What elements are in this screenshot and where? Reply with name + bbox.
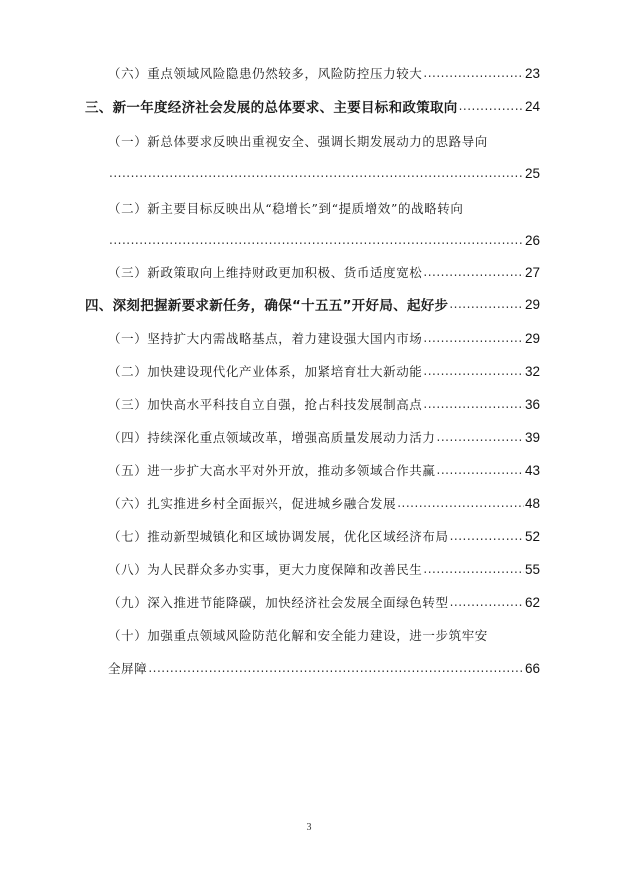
toc-entry-2-6[interactable] [0, 60, 618, 86]
toc-entry-4-8[interactable] [0, 556, 618, 582]
dot-leader [423, 396, 524, 412]
toc-section-label: 四、深刻把握新要求新任务，确保“十五五”开好局、起好步 [85, 298, 449, 314]
dot-leader [397, 495, 524, 511]
toc-entry-page: 29 [524, 330, 540, 346]
toc-entry-label: （五）进一步扩大高水平对外开放，推动多领域合作共赢 [108, 463, 436, 478]
toc-entry-4-6[interactable] [0, 490, 618, 516]
toc-entry-page: 23 [524, 65, 540, 81]
toc-entry-label: （四）持续深化重点领域改革，增强高质量发展动力活力 [108, 430, 436, 445]
toc-entry-label: （七）推动新型城镇化和区域协调发展，优化区域经济布局 [108, 529, 449, 544]
toc-entry-page: 25 [524, 165, 540, 181]
toc-entry-label: （一）新总体要求反映出重视安全、强调长期发展动力的思路导向 [108, 134, 488, 149]
toc-entry-4-1[interactable] [0, 325, 618, 351]
dot-leader [109, 232, 524, 248]
dot-leader [449, 296, 524, 312]
toc-entry-4-10[interactable] [0, 622, 618, 648]
toc-entry-page: 39 [524, 429, 540, 445]
dot-leader [459, 98, 524, 114]
toc-entry-4-7[interactable] [0, 523, 618, 549]
toc-entry-4-9[interactable] [0, 589, 618, 615]
toc-section-page: 24 [524, 98, 540, 114]
toc-section-3[interactable] [0, 93, 618, 119]
toc-section-4[interactable] [0, 291, 618, 317]
toc-entry-page: 36 [524, 396, 540, 412]
toc-entry-label: （三）新政策取向上维持财政更加积极、货币适度宽松 [108, 265, 423, 280]
toc-entry-label: （一）坚持扩大内需战略基点，着力建设强大国内市场 [108, 331, 423, 346]
toc-entry-label-continuation: 全屏障 [108, 661, 148, 676]
dot-leader [437, 462, 524, 478]
toc-entry-4-2[interactable] [0, 358, 618, 384]
toc-entry-label: （三）加快高水平科技自立自强，抢占科技发展制高点 [108, 397, 423, 412]
dot-leader [148, 660, 524, 676]
toc-entry-label: （六）重点领域风险隐患仍然较多，风险防控压力较大 [108, 66, 423, 81]
toc-entry-page: 26 [524, 232, 540, 248]
dot-leader [450, 594, 524, 610]
toc-section-label: 三、新一年度经济社会发展的总体要求、主要目标和政策取向 [85, 100, 458, 116]
toc-entry-label: （十）加强重点领域风险防范化解和安全能力建设，进一步筑牢安 [108, 628, 488, 643]
toc-entry-label: （二）加快建设现代化产业体系，加紧培育壮大新动能 [108, 364, 423, 379]
toc-entry-4-5[interactable] [0, 457, 618, 483]
toc-entry-3-1-continuation[interactable] [0, 160, 618, 186]
toc-entry-3-1[interactable] [0, 128, 618, 154]
dot-leader [423, 561, 524, 577]
dot-leader [109, 165, 524, 181]
toc-entry-page: 66 [524, 660, 540, 676]
toc-entry-page: 55 [524, 561, 540, 577]
toc-entry-4-4[interactable] [0, 424, 618, 450]
dot-leader [423, 65, 524, 81]
toc-entry-4-10-continuation[interactable] [0, 655, 618, 681]
toc-entry-label: （九）深入推进节能降碳，加快经济社会发展全面绿色转型 [108, 595, 449, 610]
toc-entry-page: 27 [524, 264, 540, 280]
toc-entry-4-3[interactable] [0, 391, 618, 417]
toc-entry-label: （六）扎实推进乡村全面振兴，促进城乡融合发展 [108, 496, 397, 511]
dot-leader [423, 363, 524, 379]
toc-entry-3-2[interactable] [0, 195, 618, 221]
dot-leader [437, 429, 524, 445]
dot-leader [423, 330, 524, 346]
page-number: 3 [306, 822, 312, 833]
toc-entry-page: 62 [524, 594, 540, 610]
toc-entry-page: 48 [524, 495, 540, 511]
toc-entry-label: （八）为人民群众多办实事，更大力度保障和改善民生 [108, 562, 423, 577]
toc-entry-page: 32 [524, 363, 540, 379]
toc-entry-3-2-continuation[interactable] [0, 227, 618, 253]
toc-entry-label: （二）新主要目标反映出从“稳增长”到“提质增效”的战略转向 [108, 201, 464, 216]
toc-section-page: 29 [524, 296, 540, 312]
toc-entry-3-3[interactable] [0, 259, 618, 285]
toc-entry-page: 43 [524, 462, 540, 478]
dot-leader [450, 528, 524, 544]
toc-entry-page: 52 [524, 528, 540, 544]
dot-leader [423, 264, 524, 280]
